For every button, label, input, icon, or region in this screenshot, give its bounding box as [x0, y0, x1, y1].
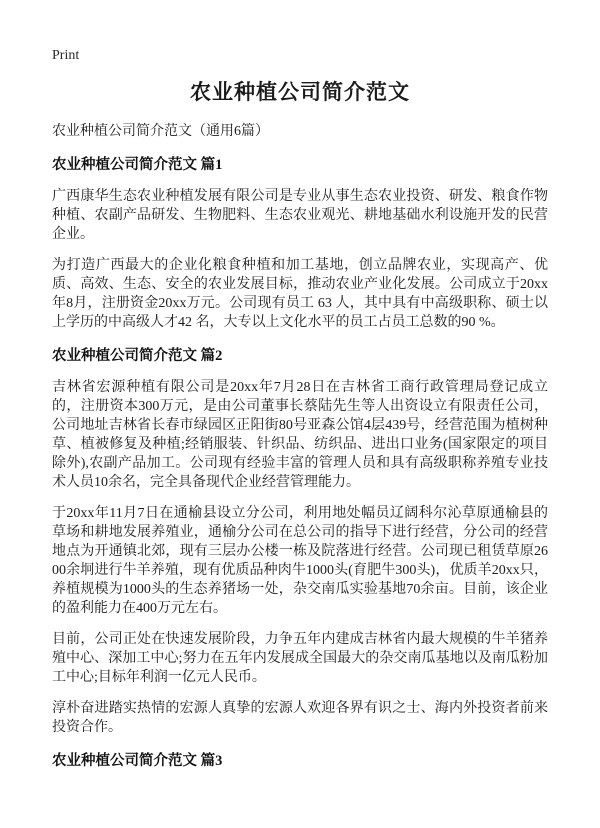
- section-1-paragraph-1: 广西康华生态农业种植发展有限公司是专业从事生态农业投资、研发、粮食作物种植、农副产品研发、生物肥料、生态农业观光、耕地基础水利设施开发的民营企业。: [52, 189, 548, 242]
- section-heading-2: 农业种植公司简介范文 篇2: [52, 348, 223, 364]
- document-title: 农业种植公司简介范文: [190, 80, 410, 104]
- section-1-paragraph-2: 为打造广西最大的企业化粮食种植和加工基地，创立品牌农业，实现高产、优质、高效、生态、安全的农业发展目标，推动农业产业化发展。公司成立于20xx年8月，注册资金20xx万元。公司现有员工 63 人，其中具有中高级职称、硕士以上学历的中高级人才42 名，大专以上文化水平的员工占员工总数的90 %。: [52, 258, 548, 330]
- print-link[interactable]: Print: [52, 48, 80, 63]
- document-subtitle: 农业种植公司简介范文（通用6篇）: [52, 124, 269, 139]
- section-heading-3: 农业种植公司简介范文 篇3: [52, 753, 223, 769]
- section-2-paragraph-1: 吉林省宏源种植有限公司是20xx年7月28日在吉林省工商行政管理局登记成立的，注册资本300万元，是由公司董事长蔡陆先生等人出资设立有限责任公司，公司地址吉林省长春市绿园区正阳街80号亚森公馆4层439号，经营范围为植树种草、植被修复及种植;经销服装、针织品、纺织品、进出口业务(国家限定的项目除外),农副产品加工。公司现有经验丰富的管理人员和具有高级职称养殖专业技术人员10余名，完全具备现代企业经营管理能力。: [52, 380, 548, 490]
- section-2-paragraph-4: 淳朴奋进踏实热情的宏源人真挚的宏源人欢迎各界有识之士、海内外投资者前来投资合作。: [52, 701, 548, 735]
- section-heading-1: 农业种植公司简介范文 篇1: [52, 157, 223, 173]
- section-2-paragraph-3: 目前，公司正处在快速发展阶段，力争五年内建成吉林省内最大规模的牛羊猪养殖中心、深加工中心;努力在五年内发展成全国最大的杂交南瓜基地以及南瓜粉加工中心;目标年利润一亿元人民币。: [52, 632, 548, 685]
- section-2-paragraph-2: 于20xx年11月7日在通榆县设立分公司，利用地处幅员辽阔科尔沁草原通榆县的草场和耕地发展养殖业，通榆分公司在总公司的指导下进行经营，分公司的经营地点为开通镇北郊，现有三层办公楼一栋及院落进行经营。公司现已租赁草原2600余坰进行牛羊养殖，现有优质品种肉牛1000头(育肥牛300头)，优质羊20xx只，养植规模为1000头的生态养猪场一处，杂交南瓜实验基地70余亩。目前，该企业的盈利能力在400万元左右。: [52, 506, 548, 616]
